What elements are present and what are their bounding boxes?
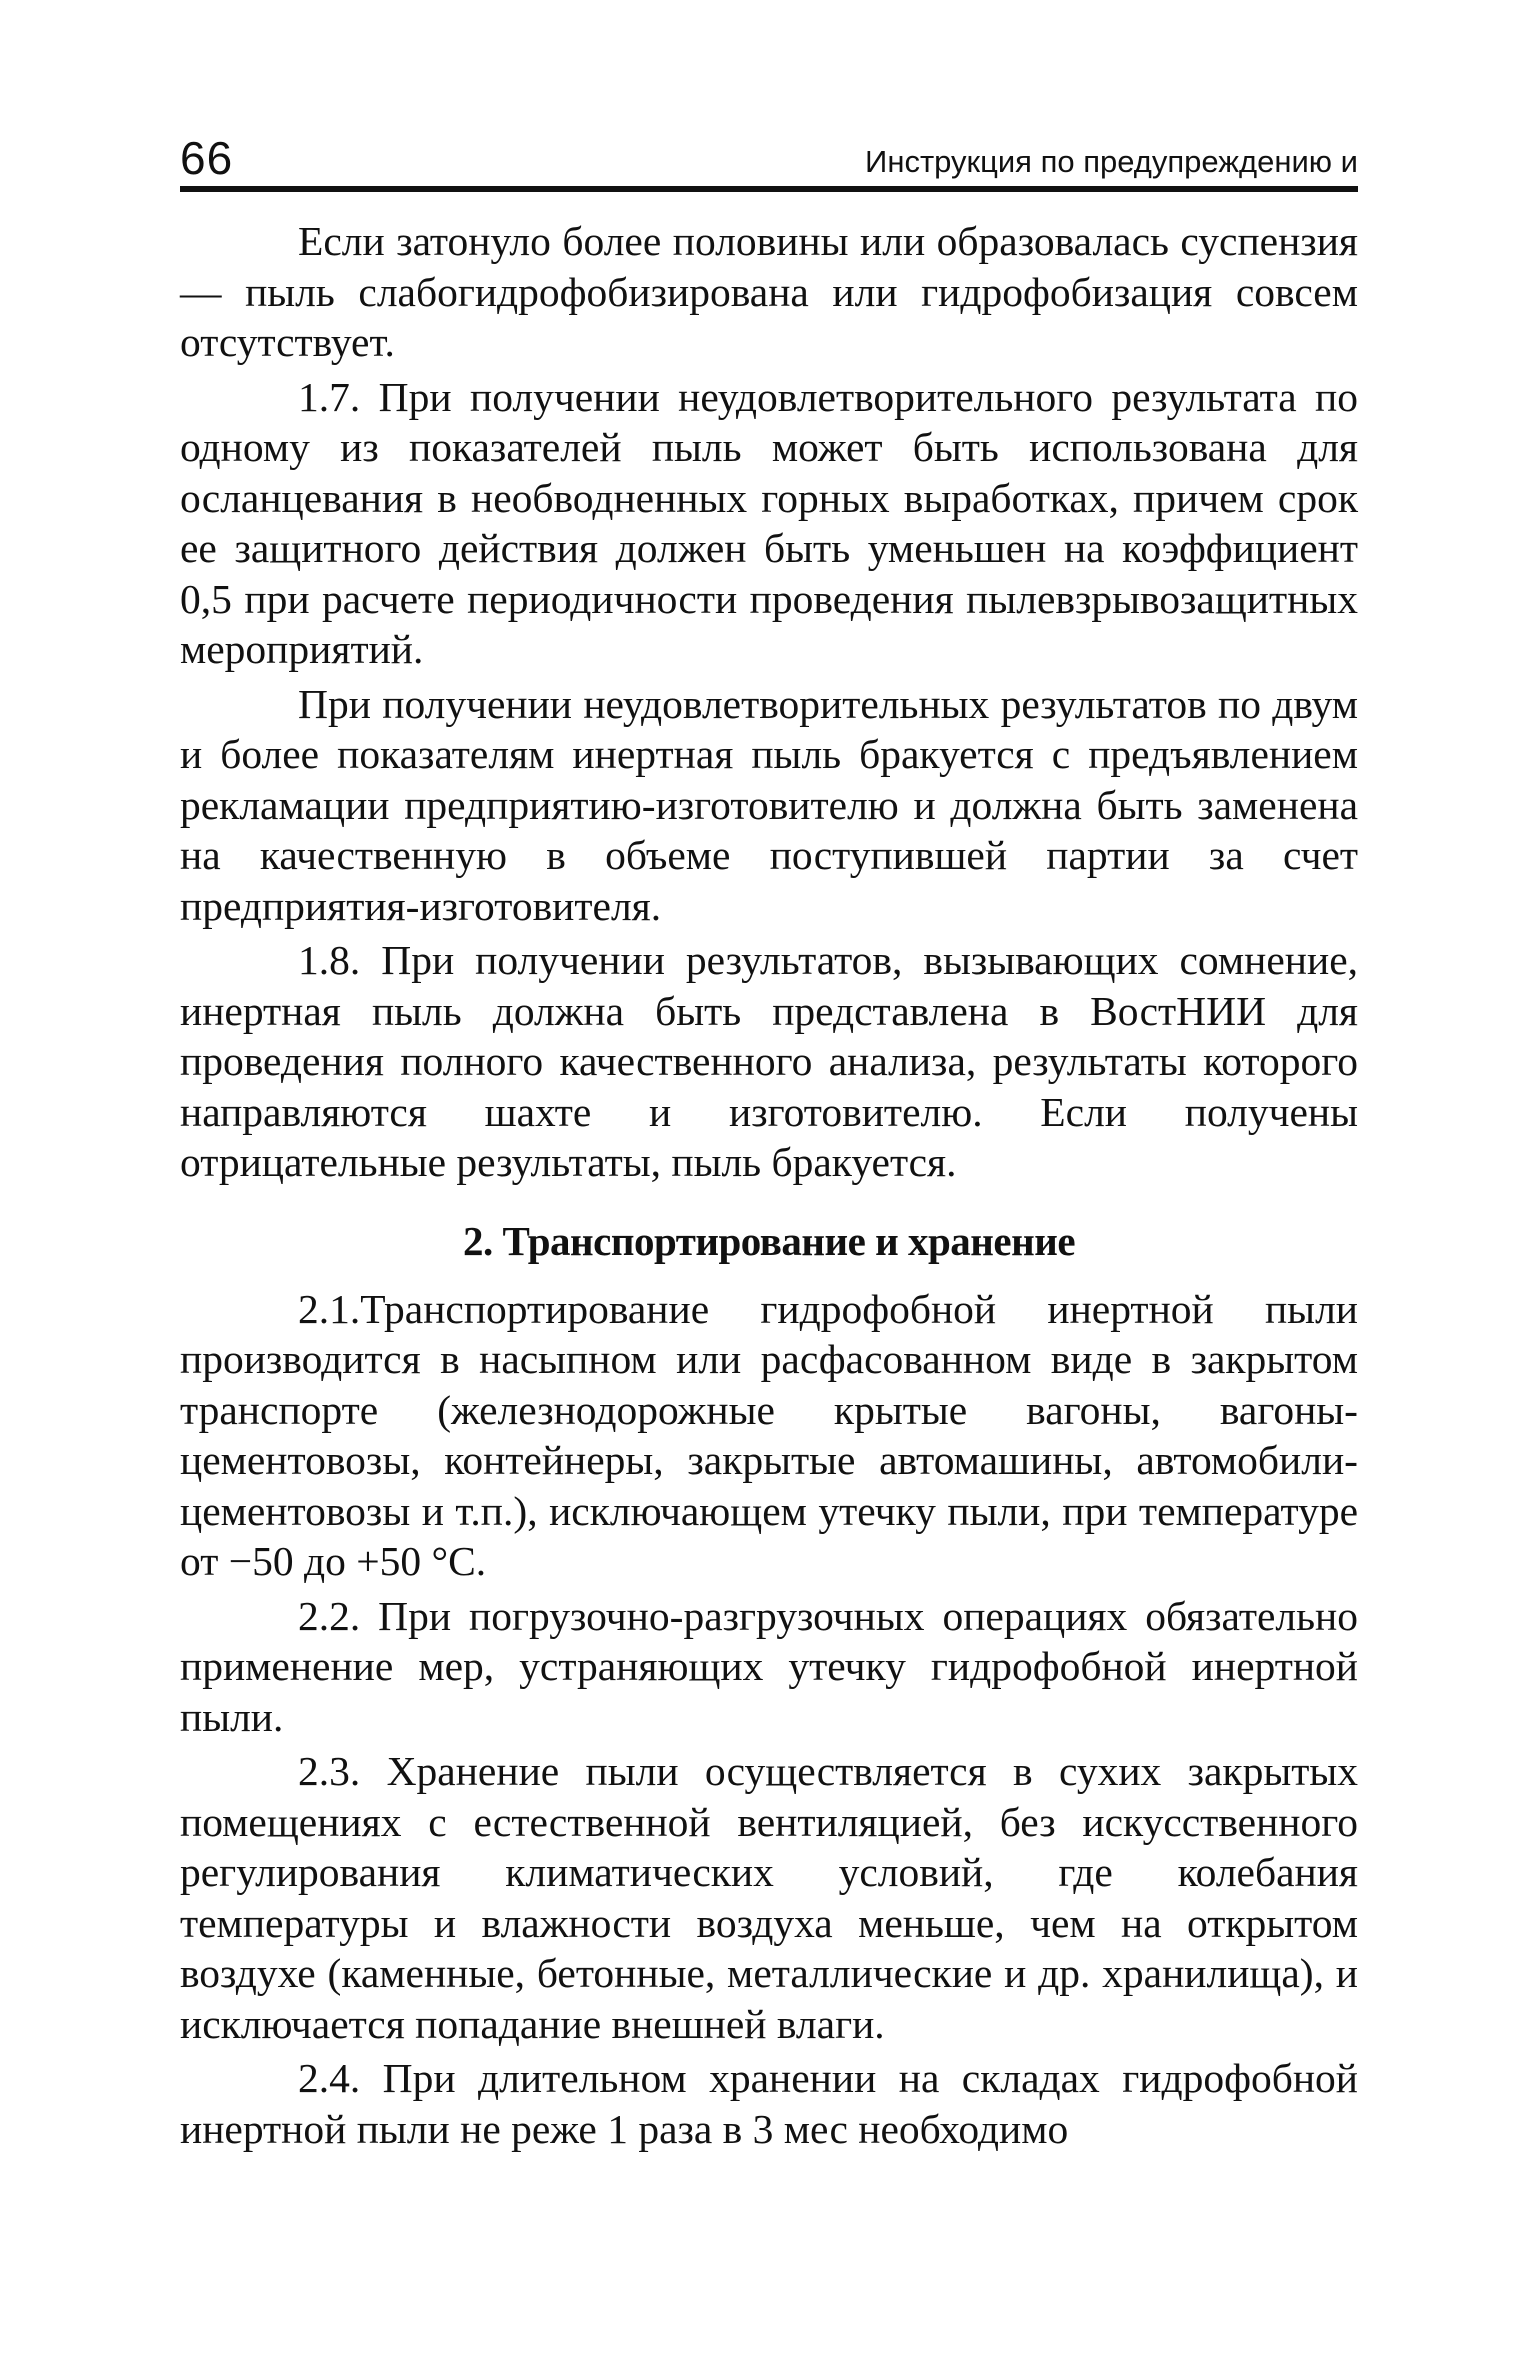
- page-header: [180, 130, 1358, 190]
- header-rule: [180, 186, 1358, 192]
- paragraph: 2.4. При длительном хранении на складах гидрофобной инертной пыли не реже 1 раза в 3 мес необходимо: [180, 2055, 1358, 2152]
- paragraph: 2.3. Хранение пыли осуществляется в сухих закрытых помещениях с естественной вентиляцией, без искусственного регулирования климатических условий, где колебания температуры и влажности воздуха меньше, чем на открытом воздухе (каменные, бетонные, металлические и др. хранилища), и исключается попадание внешней влаги.: [180, 1748, 1358, 2047]
- paragraph: 2.1.Транспортирование гидрофобной инертной пыли производится в насыпном или расфасованном виде в закрытом транспорте (железнодорожные крытые вагоны, вагоны-цементовозы, контейнеры, закрытые автомашины, автомобили-цементовозы и т.п.), исключающем утечку пыли, при температуре от −50 до +50 °С.: [180, 1285, 1358, 1584]
- paragraph: 1.8. При получении результатов, вызывающих сомнение, инертная пыль должна быть представлена в ВостНИИ для проведения полного качественного анализа, результаты которого направляются шахте и изготовителю. Если получены отрицательные результаты, пыль бракуется.: [180, 937, 1358, 1185]
- paragraph: Если затонуло более половины или образовалась суспензия — пыль слабогидрофобизирована или гидрофобизация совсем отсутствует.: [180, 218, 1358, 365]
- paragraph: 2.2. При погрузочно-разгрузочных операциях обязательно применение мер, устраняющих утечку гидрофобной инертной пыли.: [180, 1592, 1358, 1740]
- paragraph: При получении неудовлетворительных результатов по двум и более показателям инертная пыль бракуется с предъявлением рекламации предприятию-изготовителю и должна быть заменена на качественную в объеме поступившей партии за счет предприятия-изготовителя.: [180, 680, 1358, 929]
- paragraph: 1.7. При получении неудовлетворительного результата по одному из показателей пыль может быть использована для осланцевания в необводненных горных выработках, причем срок ее защитного действия должен быть уменьшен на коэффициент 0,5 при расчете периодичности проведения пылевзрывозащитных мероприятий.: [180, 373, 1358, 672]
- running-title: Инструкция по предупреждению и: [865, 144, 1358, 179]
- page-body: [180, 216, 1358, 2154]
- page-number: 66: [180, 132, 234, 184]
- section-heading: 2. Транспортирование и хранение: [462, 1217, 1076, 1264]
